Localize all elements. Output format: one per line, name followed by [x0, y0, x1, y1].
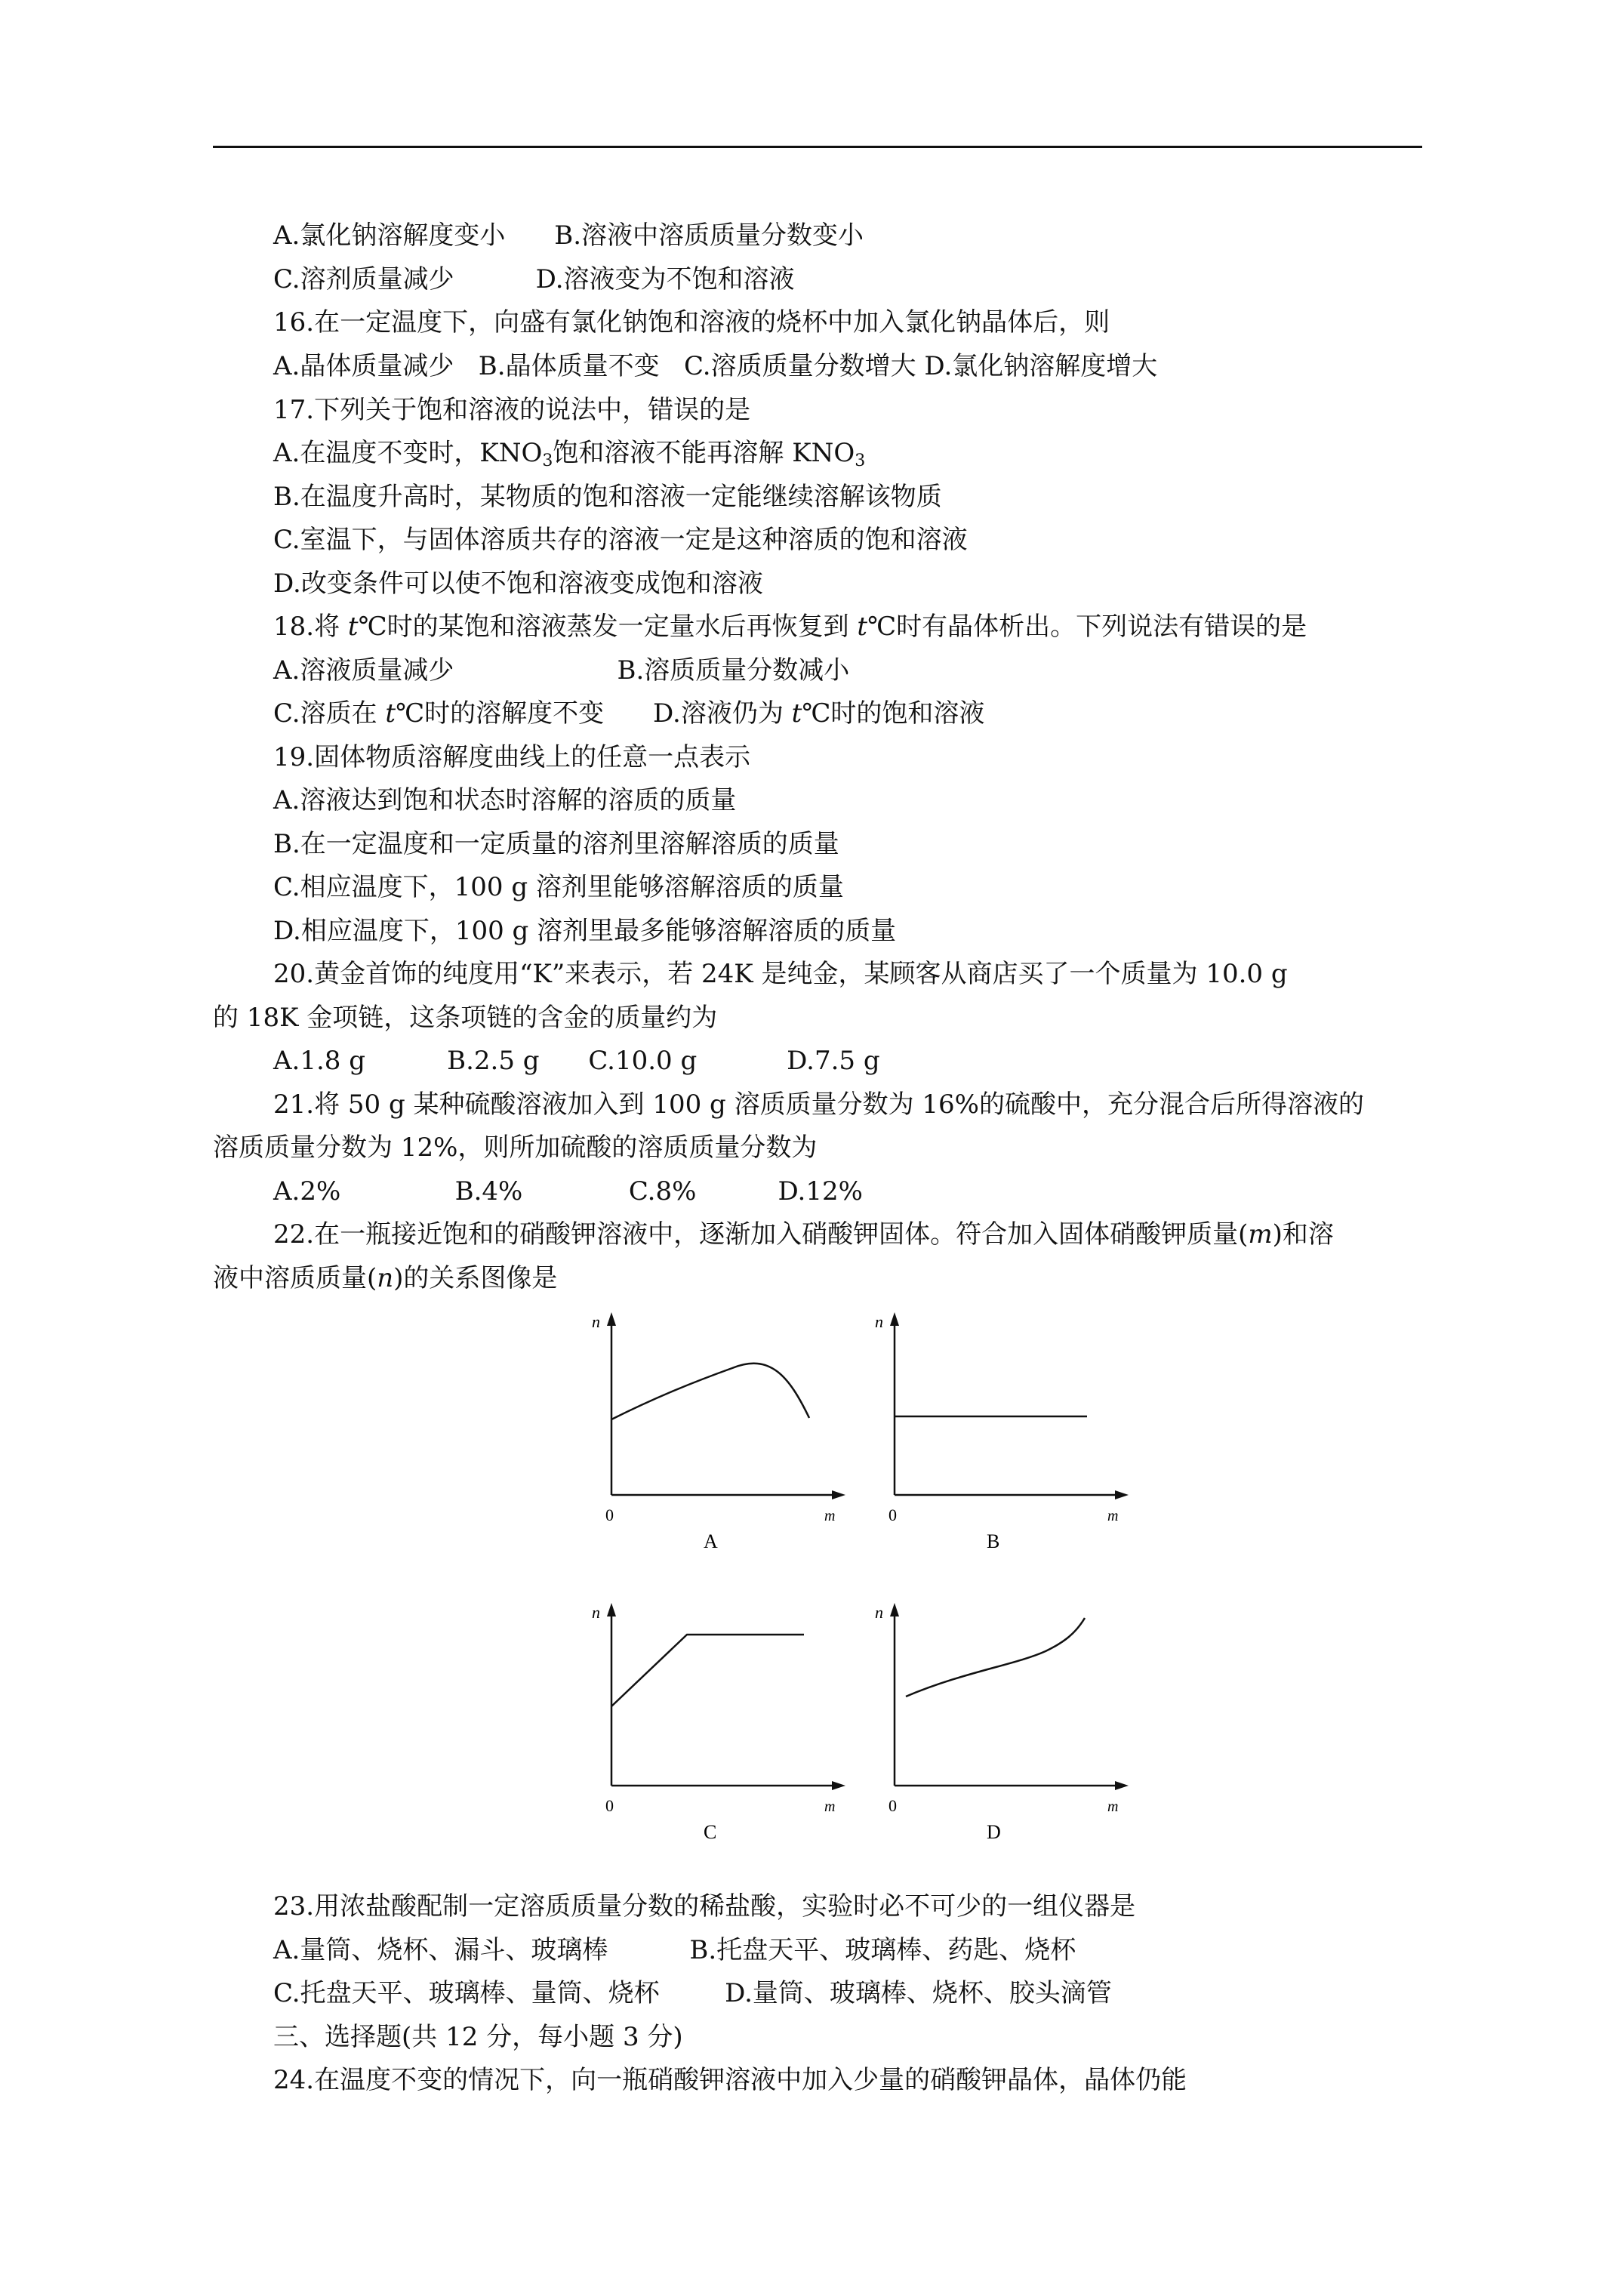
q20-stem-cont: 的 18K 金项链，这条项链的含金的质量约为 — [213, 1003, 718, 1033]
q18-options-ab: A.溶液质量减少 B.溶质质量分数减小 — [273, 655, 850, 686]
q23-options-ab: A.量筒、烧杯、漏斗、玻璃棒 B.托盘天平、玻璃棒、药匙、烧杯 — [273, 1935, 1076, 1965]
q19-option-d: D.相应温度下，100 g 溶剂里最多能够溶解溶质的质量 — [273, 916, 897, 946]
graph-a-caption: A — [704, 1530, 718, 1552]
graph-a-y-label: n — [592, 1312, 600, 1331]
graph-a-x-label: m — [824, 1508, 836, 1524]
q19-option-c: C.相应温度下，100 g 溶剂里能够溶解溶质的质量 — [273, 872, 844, 902]
graph-d-x-label: m — [1107, 1798, 1119, 1815]
graph-c-y-label: n — [592, 1603, 600, 1622]
q19-option-a: A.溶液达到饱和状态时溶解的溶质的质量 — [273, 785, 737, 815]
graph-b-caption: B — [987, 1530, 1000, 1552]
graph-d-y-label: n — [875, 1603, 883, 1622]
q23-options-cd: C.托盘天平、玻璃棒、量筒、烧杯 D.量筒、玻璃棒、烧杯、胶头滴管 — [273, 1978, 1112, 2008]
q21-stem-cont: 溶质质量分数为 12%，则所加硫酸的溶质质量分数为 — [213, 1133, 818, 1163]
header-rule — [213, 146, 1422, 148]
graph-b — [864, 1306, 1136, 1555]
q17-option-d: D.改变条件可以使不饱和溶液变成饱和溶液 — [273, 569, 763, 599]
graph-d-caption: D — [987, 1821, 1001, 1843]
q24-stem: 24.在温度不变的情况下，向一瓶硝酸钾溶液中加入少量的硝酸钾晶体，晶体仍能 — [273, 2065, 1187, 2095]
q20-options: A.1.8 g B.2.5 g C.10.0 g D.7.5 g — [273, 1046, 880, 1076]
q21-options: A.2% B.4% C.8% D.12% — [273, 1176, 863, 1207]
q19-option-b: B.在一定温度和一定质量的溶剂里溶解溶质的质量 — [273, 829, 839, 859]
section-three-heading: 三、选择题(共 12 分，每小题 3 分) — [273, 2022, 683, 2052]
graph-b-x-label: m — [1107, 1508, 1119, 1524]
graph-c-origin: 0 — [605, 1796, 614, 1815]
graph-d-origin: 0 — [888, 1796, 897, 1815]
q15-options-ab: A.氯化钠溶解度变小 B.溶液中溶质质量分数变小 — [273, 220, 864, 251]
q17-option-b: B.在温度升高时，某物质的饱和溶液一定能继续溶解该物质 — [273, 482, 942, 512]
q17-option-a: A.在温度不变时，$KNO_3$饱和溶液不能再溶解 $KNO_3$ — [273, 438, 866, 470]
q15-options-cd: C.溶剂质量减少 D.溶液变为不饱和溶液 — [273, 264, 795, 294]
q21-stem: 21.将 50 g 某种硫酸溶液加入到 100 g 溶质质量分数为 16%的硫酸中，充分混合后所得溶液的 — [273, 1089, 1364, 1120]
q16-stem: 16.在一定温度下，向盛有氯化钠饱和溶液的烧杯中加入氯化钠晶体后，则 — [273, 307, 1110, 337]
q20-stem: 20.黄金首饰的纯度用“K”来表示，若 24K 是纯金，某顾客从商店买了一个质量为 10.0 g — [273, 959, 1288, 989]
graph-c-x-label: m — [824, 1798, 836, 1815]
q17-option-c: C.室温下，与固体溶质共存的溶液一定是这种溶质的饱和溶液 — [273, 525, 968, 555]
q22-stem: 22.在一瓶接近饱和的硝酸钾溶液中，逐渐加入硝酸钾固体。符合加入固体硝酸钾质量(m)和溶 — [273, 1219, 1334, 1250]
q19-stem: 19.固体物质溶解度曲线上的任意一点表示 — [273, 742, 751, 772]
q22-stem-cont: 液中溶质质量(n)的关系图像是 — [213, 1263, 558, 1293]
graph-b-origin: 0 — [888, 1505, 897, 1524]
q18-stem: 18.将 t℃时的某饱和溶液蒸发一定量水后再恢复到 t℃时有晶体析出。下列说法有错误的是 — [273, 612, 1307, 642]
graph-c — [581, 1597, 853, 1846]
graph-b-y-label: n — [875, 1312, 883, 1331]
graph-c-caption: C — [704, 1821, 717, 1843]
graph-d — [864, 1597, 1136, 1846]
q18-options-cd: C.溶质在 t℃时的溶解度不变 D.溶液仍为 t℃时的饱和溶液 — [273, 698, 985, 729]
graph-a — [581, 1306, 853, 1555]
q17-stem: 17.下列关于饱和溶液的说法中，错误的是 — [273, 395, 751, 425]
graph-a-origin: 0 — [605, 1505, 614, 1524]
q23-stem: 23.用浓盐酸配制一定溶质质量分数的稀盐酸，实验时必不可少的一组仪器是 — [273, 1891, 1136, 1922]
q16-options: A.晶体质量减少 B.晶体质量不变 C.溶质质量分数增大 D.氯化钠溶解度增大 — [273, 351, 1158, 381]
